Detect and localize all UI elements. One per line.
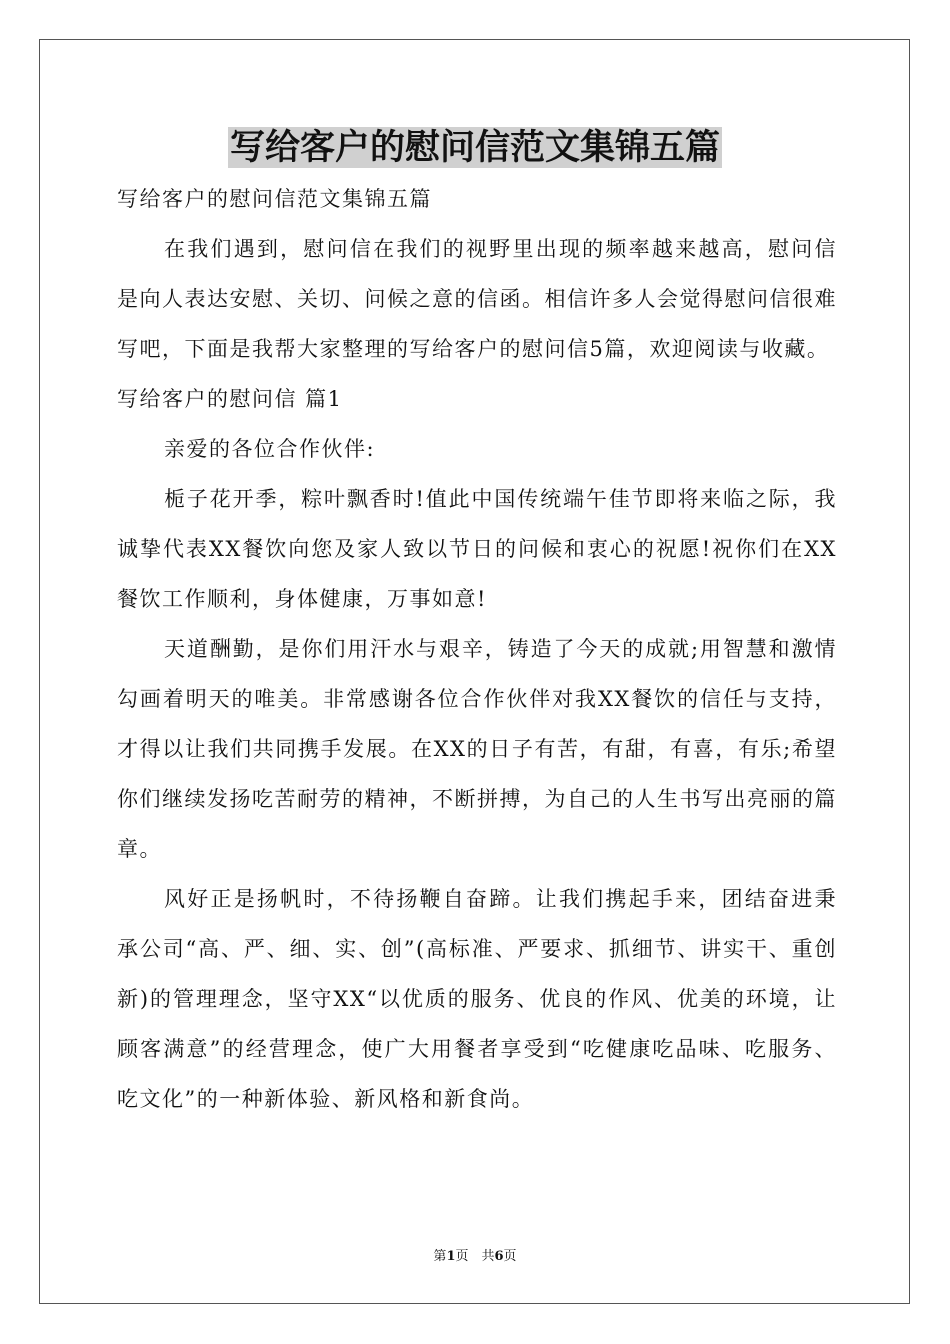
footer-page-mid: 页 共 — [455, 1249, 495, 1264]
document-body — [117, 174, 837, 1124]
letter-paragraph: 风好正是扬帆时，不待扬鞭自奋蹄。让我们携起手来，团结奋进秉承公司“高、严、细、实、创”(高标准、严要求、抓细节、讲实干、重创新)的管理理念，坚守XX“以优质的服务、优良的作风、优美的环境，让顾客满意”的经营理念，使广大用餐者享受到“吃健康吃品味、吃服务、吃文化”的一种新体验、新风格和新食尚。 — [117, 887, 837, 1111]
intro-paragraph: 在我们遇到，慰问信在我们的视野里出现的频率越来越高，慰问信是向人表达安慰、关切、问候之意的信函。相信许多人会觉得慰问信很难写吧，下面是我帮大家整理的写给客户的慰问信5篇，欢迎阅读与收藏。 — [117, 237, 837, 361]
letter-paragraph: 天道酬勤，是你们用汗水与艰辛，铸造了今天的成就;用智慧和激情勾画着明天的唯美。非常感谢各位合作伙伴对我XX餐饮的信任与支持，才得以让我们共同携手发展。在XX的日子有苦，有甜，有喜，有乐;希望你们继续发扬吃苦耐劳的精神，不断拼搏，为自己的人生书写出亮丽的篇章。 — [117, 637, 837, 861]
letter-paragraph: 栀子花开季，粽叶飘香时!值此中国传统端午佳节即将来临之际，我诚挚代表XX餐饮向您及家人致以节日的问候和衷心的祝愿!祝你们在XX餐饮工作顺利，身体健康，万事如意! — [117, 487, 837, 611]
footer-current-page: 1 — [446, 1249, 456, 1264]
letter-greeting: 亲爱的各位合作伙伴: — [164, 437, 376, 461]
footer-page-prefix: 第 — [433, 1249, 447, 1264]
footer-total-pages: 6 — [494, 1249, 504, 1264]
document-subtitle: 写给客户的慰问信范文集锦五篇 — [117, 187, 432, 211]
page-footer — [0, 1248, 950, 1266]
footer-page-suffix: 页 — [503, 1249, 517, 1264]
document-title — [0, 124, 950, 172]
section-heading: 写给客户的慰问信 篇1 — [117, 387, 343, 411]
document-title-text: 写给客户的慰问信范文集锦五篇 — [229, 127, 720, 168]
